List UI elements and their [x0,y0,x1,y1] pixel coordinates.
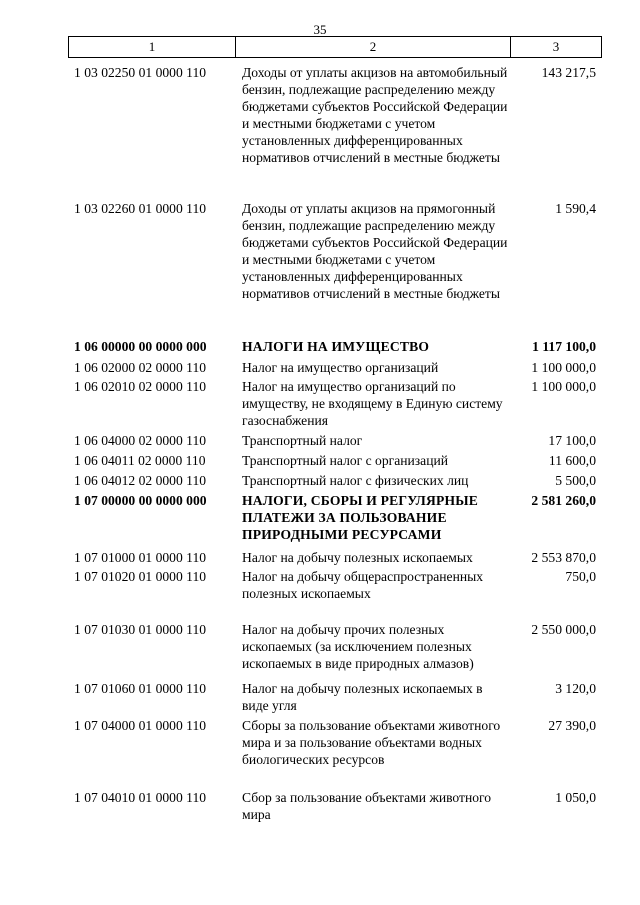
row-name: Налог на имущество организаций [242,360,439,375]
row-amount: 1 590,4 [555,201,596,216]
row-code: 1 06 02010 02 0000 110 [74,379,207,394]
header-col-1: 1 [69,37,236,57]
page-number: 35 [313,22,327,37]
table-row [68,432,602,452]
row-name: Доходы от уплаты акцизов на автомобильный бензин, подлежащие распределению между бюджетами субъектов Российской Федерации и местными бюджетами с учетом установленных дифференцированных нормативов отчислений в местные бюджеты [242,65,508,165]
row-code: 1 03 02260 01 0000 110 [74,201,207,216]
row-name: Налог на добычу полезных ископаемых в виде угля [242,681,483,713]
row-amount: 2 581 260,0 [531,493,596,508]
table-row [68,452,602,472]
row-code: 1 03 02250 01 0000 110 [74,65,207,80]
row-amount: 1 050,0 [555,790,596,805]
row-amount: 1 117 100,0 [532,339,596,354]
row-amount: 3 120,0 [555,681,596,696]
row-amount: 1 100 000,0 [531,379,596,394]
row-code: 1 07 01020 01 0000 110 [74,569,207,584]
row-amount: 750,0 [565,569,596,584]
header-col-2: 2 [236,37,511,57]
row-amount: 5 500,0 [555,473,596,488]
row-code: 1 06 04011 02 0000 110 [74,453,206,468]
row-name: Налог на добычу прочих полезных ископаемых (за исключением полезных ископаемых в виде природных алмазов) [242,622,474,671]
row-code: 1 07 00000 00 0000 000 [74,493,207,508]
row-name: Налог на имущество организаций по имуществу, не входящему в Единую систему газоснабжения [242,379,503,428]
row-name: Транспортный налог с физических лиц [242,473,469,488]
row-code: 1 07 01030 01 0000 110 [74,622,207,637]
row-name: Налог на добычу общераспространенных полезных ископаемых [242,569,484,601]
table-row [68,789,602,825]
table-row [68,492,602,549]
row-name: Сборы за пользование объектами животного мира и за пользование объектами водных биологических ресурсов [242,718,501,767]
row-code: 1 07 01000 01 0000 110 [74,550,207,565]
table-row [68,549,602,568]
row-name: Сбор за пользование объектами животного мира [242,790,492,822]
table-row [68,338,602,359]
row-name: НАЛОГИ НА ИМУЩЕСТВО [242,339,430,354]
row-name: Транспортный налог с организаций [242,453,449,468]
row-name: Налог на добычу полезных ископаемых [242,550,473,565]
row-name: Доходы от уплаты акцизов на прямогонный бензин, подлежащие распределению между бюджетами субъектов Российской Федерации и местными бюджетами с учетом установленных дифференцированных нормативов отчислений в местные бюджеты [242,201,508,301]
table-row [68,621,602,680]
table-row [68,64,602,200]
table-body [68,64,602,825]
row-name: НАЛОГИ, СБОРЫ И РЕГУЛЯРНЫЕ ПЛАТЕЖИ ЗА ПОЛЬЗОВАНИЕ ПРИРОДНЫМИ РЕСУРСАМИ [242,493,479,542]
row-amount: 2 550 000,0 [531,622,596,637]
row-code: 1 06 04012 02 0000 110 [74,473,207,488]
table-row [68,200,602,338]
row-amount: 11 600,0 [548,453,596,468]
row-code: 1 06 02000 02 0000 110 [74,360,207,375]
row-amount: 27 390,0 [548,718,596,733]
header-col-3: 3 [552,39,560,54]
row-amount: 1 100 000,0 [531,360,596,375]
row-code: 1 07 04000 01 0000 110 [74,718,207,733]
row-amount: 17 100,0 [548,433,596,448]
table-row [68,568,602,621]
table-row [68,472,602,492]
table-row [68,359,602,378]
row-amount: 143 217,5 [541,65,596,80]
row-code: 1 07 01060 01 0000 110 [74,681,207,696]
row-code: 1 06 04000 02 0000 110 [74,433,207,448]
row-name: Транспортный налог [242,433,363,448]
row-code: 1 06 00000 00 0000 000 [74,339,207,354]
row-amount: 2 553 870,0 [531,550,596,565]
table-row [68,378,602,432]
table-row [68,680,602,717]
table-header [68,36,602,58]
row-code: 1 07 04010 01 0000 110 [74,790,207,805]
table-row [68,717,602,789]
